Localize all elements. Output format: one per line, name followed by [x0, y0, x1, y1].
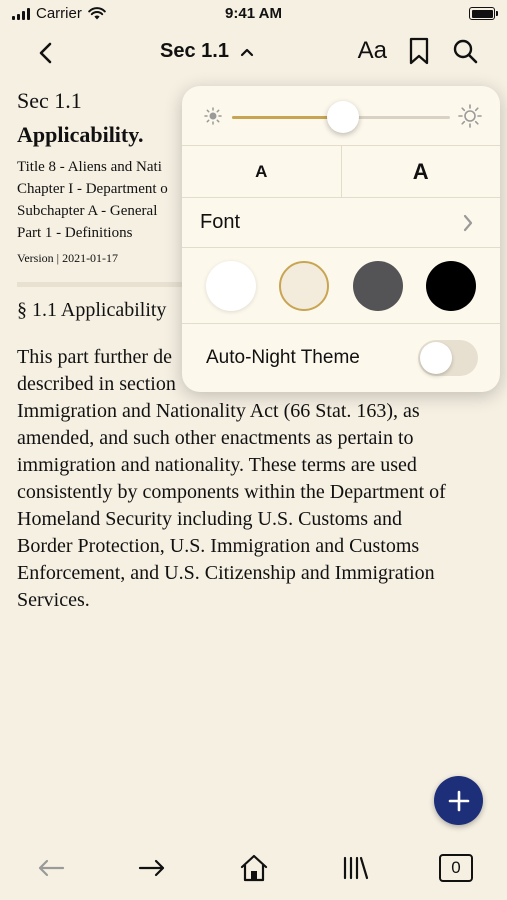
- status-bar: [0, 0, 507, 28]
- bookmark-icon: [408, 37, 430, 65]
- history-forward-button[interactable]: [134, 850, 170, 886]
- font-settings-button[interactable]: Aa: [357, 37, 387, 64]
- body-line: Border Protection, U.S. Immigration and Customs: [17, 535, 420, 557]
- body-line: Homeland Security including U.S. Customs and: [17, 508, 402, 530]
- section-number: Sec 1.1: [17, 88, 82, 113]
- font-row[interactable]: [182, 198, 500, 248]
- auto-night-label: Auto-Night Theme: [206, 347, 360, 368]
- back-button[interactable]: [32, 38, 60, 68]
- auto-night-toggle-knob: [420, 342, 452, 374]
- body-line: Immigration and Nationality Act (66 Stat. 163), as: [17, 400, 420, 422]
- back-arrow-icon: [37, 858, 65, 878]
- version-label: Version | 2021-01-17: [17, 251, 119, 265]
- carrier-label: Carrier: [36, 5, 82, 22]
- body-line: Enforcement, and U.S. Citizenship and Immigration: [17, 562, 435, 584]
- library-button[interactable]: [337, 850, 373, 886]
- theme-gray-swatch[interactable]: [353, 261, 403, 311]
- font-label: Font: [200, 211, 241, 233]
- body-line: described in section: [17, 373, 176, 395]
- increase-text-size-button[interactable]: A: [412, 158, 429, 184]
- body-line: This part further de: [17, 346, 172, 368]
- brightness-slider-thumb[interactable]: [327, 101, 359, 133]
- decrease-text-size-button[interactable]: A: [182, 146, 342, 197]
- theme-row: [182, 248, 500, 324]
- hierarchy-line: Subchapter A - General: [17, 203, 158, 219]
- home-button[interactable]: [236, 850, 272, 886]
- chevron-right-icon: [462, 213, 474, 233]
- history-back-button[interactable]: [33, 850, 69, 886]
- nav-title: Sec 1.1: [160, 40, 229, 62]
- bookmark-button[interactable]: [405, 36, 433, 66]
- theme-white-swatch[interactable]: [206, 261, 256, 311]
- chevron-up-icon: [239, 46, 255, 58]
- section-selector[interactable]: [160, 40, 255, 63]
- library-icon: [341, 855, 369, 881]
- body-line: amended, and such other enactments as pertain to: [17, 427, 414, 449]
- subsection-heading: § 1.1 Applicability: [17, 299, 167, 321]
- status-time: 9:41 AM: [225, 5, 282, 22]
- search-icon: [452, 38, 478, 64]
- brightness-high-icon: [458, 104, 482, 128]
- forward-arrow-icon: [138, 858, 166, 878]
- theme-sepia-swatch[interactable]: [279, 261, 329, 311]
- tabs-button[interactable]: [438, 850, 474, 886]
- text-size-row: [182, 146, 500, 198]
- tab-count: 0: [439, 854, 473, 882]
- body-line: immigration and nationality. These terms are used: [17, 454, 417, 476]
- home-icon: [239, 853, 269, 883]
- body-line: consistently by components within the Department of: [17, 481, 446, 503]
- search-button[interactable]: [451, 36, 479, 66]
- nav-actions: [358, 36, 479, 66]
- auto-night-row: [182, 324, 500, 392]
- brightness-row: [182, 86, 500, 146]
- theme-black-swatch[interactable]: [426, 261, 476, 311]
- bottom-toolbar: [0, 842, 507, 894]
- add-button[interactable]: [434, 776, 483, 825]
- hierarchy-line: Chapter I - Department o: [17, 181, 168, 197]
- brightness-slider[interactable]: [232, 116, 450, 119]
- chevron-left-icon: [32, 38, 60, 68]
- hierarchy-line: Part 1 - Definitions: [17, 225, 133, 241]
- brightness-low-icon: [204, 107, 222, 125]
- body-line: Services.: [17, 589, 90, 611]
- hierarchy-line: Title 8 - Aliens and Nati: [17, 159, 162, 175]
- nav-bar: [0, 30, 507, 76]
- battery-icon: [469, 7, 495, 20]
- auto-night-toggle[interactable]: [418, 340, 478, 376]
- plus-icon: [448, 790, 470, 812]
- display-settings-popover: [182, 86, 500, 392]
- section-title: Applicability.: [17, 122, 144, 147]
